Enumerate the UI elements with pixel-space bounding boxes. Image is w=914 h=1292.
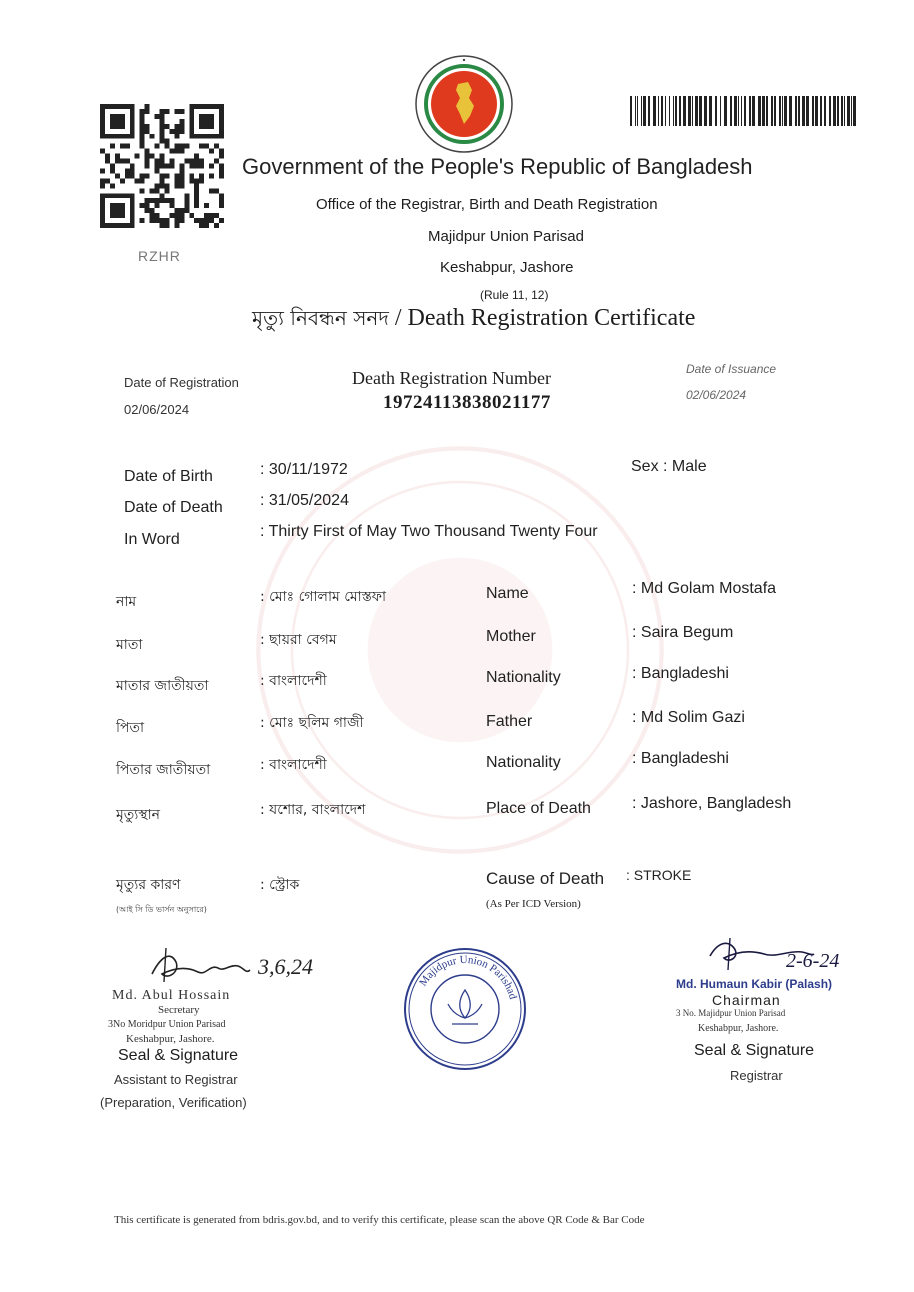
- person-bn-label: পিতা: [116, 720, 145, 736]
- person-bn-value: : যশোর, বাংলাদেশ: [260, 802, 366, 818]
- person-en-value: : Saira Begum: [632, 624, 734, 641]
- chairman-signature-date: 2-6-24: [786, 950, 840, 972]
- qr-caption: RZHR: [138, 248, 181, 264]
- person-bn-value: : বাংলাদেশী: [260, 673, 327, 689]
- chairman-office: 3 No. Majidpur Union Parisad: [676, 1008, 786, 1018]
- upazila-line: Keshabpur, Jashore: [440, 259, 574, 276]
- person-en-label: Mother: [486, 628, 536, 645]
- person-en-value: : Md Solim Gazi: [632, 709, 745, 726]
- barcode: [630, 96, 858, 126]
- person-bn-label: মাতা: [116, 637, 143, 653]
- cause-en-value: : STROKE: [626, 867, 692, 883]
- right-seal-signature-label: Seal & Signature: [694, 1042, 815, 1059]
- person-en-label: Place of Death: [486, 800, 591, 817]
- cause-bn-label: মৃত্যুর কারণ: [116, 877, 181, 893]
- left-seal-signature-label: Seal & Signature: [118, 1047, 239, 1064]
- certificate-title: [252, 304, 695, 337]
- union-parishad-seal: [402, 946, 528, 1072]
- person-en-value: : Bangladeshi: [632, 750, 729, 767]
- in-word-label: In Word: [124, 531, 180, 548]
- dod-value: : 31/05/2024: [260, 492, 349, 509]
- chairman-name: Md. Humaun Kabir (Palash): [676, 977, 833, 991]
- cause-bn-value: : স্ট্রোক: [260, 877, 300, 893]
- registrar-label: Registrar: [730, 1068, 783, 1083]
- person-en-label: Father: [486, 713, 533, 730]
- person-bn-value: : বাংলাদেশী: [260, 757, 327, 773]
- issue-date-label: Date of Issuance: [686, 362, 777, 376]
- government-emblem: [414, 54, 514, 154]
- registration-date-label: Date of Registration: [124, 375, 239, 390]
- dob-label: Date of Birth: [124, 468, 213, 485]
- sex-value: Sex : Male: [631, 458, 707, 475]
- office-line: Office of the Registrar, Birth and Death Registration: [316, 196, 658, 213]
- verification-footer-note: This certificate is generated from bdris.gov.bd, and to verify this certificate, please scan the above QR Code & Bar Code: [114, 1214, 645, 1226]
- certificate-title-separator: /: [394, 305, 402, 331]
- secretary-signature-date: 3,6,24: [258, 954, 313, 979]
- secretary-signature: [146, 944, 254, 986]
- cause-en-sub: (As Per ICD Version): [486, 898, 581, 910]
- in-word-value: : Thirty First of May Two Thousand Twenty Four: [260, 523, 598, 540]
- person-en-value: : Jashore, Bangladesh: [632, 795, 792, 812]
- person-bn-label: মৃত্যুস্থান: [116, 807, 161, 823]
- dob-value: : 30/11/1972: [260, 461, 348, 478]
- union-line: Majidpur Union Parisad: [428, 228, 584, 245]
- person-bn-label: পিতার জাতীয়তা: [116, 762, 211, 778]
- person-en-label: Nationality: [486, 754, 561, 771]
- person-en-value: : Bangladeshi: [632, 665, 729, 682]
- person-en-label: Nationality: [486, 669, 561, 686]
- secretary-office: 3No Moridpur Union Parisad: [108, 1019, 226, 1030]
- rule-line: (Rule 11, 12): [480, 288, 549, 302]
- registration-date-value: 02/06/2024: [124, 402, 190, 417]
- government-title: Government of the People's Republic of Bangladesh: [242, 154, 753, 179]
- secretary-name: Md. Abul Hossain: [112, 988, 231, 1003]
- person-bn-value: : মোঃ গোলাম মোস্তফা: [260, 589, 387, 605]
- assistant-registrar-label: Assistant to Registrar: [114, 1072, 238, 1087]
- dod-label: Date of Death: [124, 499, 223, 516]
- person-bn-label: মাতার জাতীয়তা: [116, 678, 209, 694]
- cause-bn-sub: (আই সি ডি ভার্সন অনুসারে): [116, 905, 207, 914]
- person-bn-label: নাম: [116, 594, 137, 610]
- preparation-verification-label: (Preparation, Verification): [100, 1095, 247, 1110]
- secretary-title: Secretary: [158, 1004, 200, 1016]
- certificate-title-bn: মৃত্যু নিবন্ধন সনদ: [252, 306, 389, 330]
- person-en-value: : Md Golam Mostafa: [632, 580, 777, 597]
- chairman-address: Keshabpur, Jashore.: [698, 1023, 779, 1034]
- secretary-address: Keshabpur, Jashore.: [126, 1033, 215, 1045]
- registration-number-label: Death Registration Number: [352, 368, 551, 388]
- qr-code: [100, 100, 224, 232]
- person-bn-value: : ছায়রা বেগম: [260, 632, 337, 648]
- issue-date-value: 02/06/2024: [686, 388, 747, 402]
- person-bn-value: : মোঃ ছলিম গাজী: [260, 715, 364, 731]
- registration-number-value: 19724113838021177: [383, 392, 551, 413]
- chairman-title: Chairman: [712, 992, 781, 1008]
- certificate-title-en: Death Registration Certificate: [407, 305, 696, 331]
- union-seal-text: Majidpur Union Parishad: [417, 953, 519, 1001]
- person-en-label: Name: [486, 585, 529, 602]
- cause-en-label: Cause of Death: [486, 869, 605, 888]
